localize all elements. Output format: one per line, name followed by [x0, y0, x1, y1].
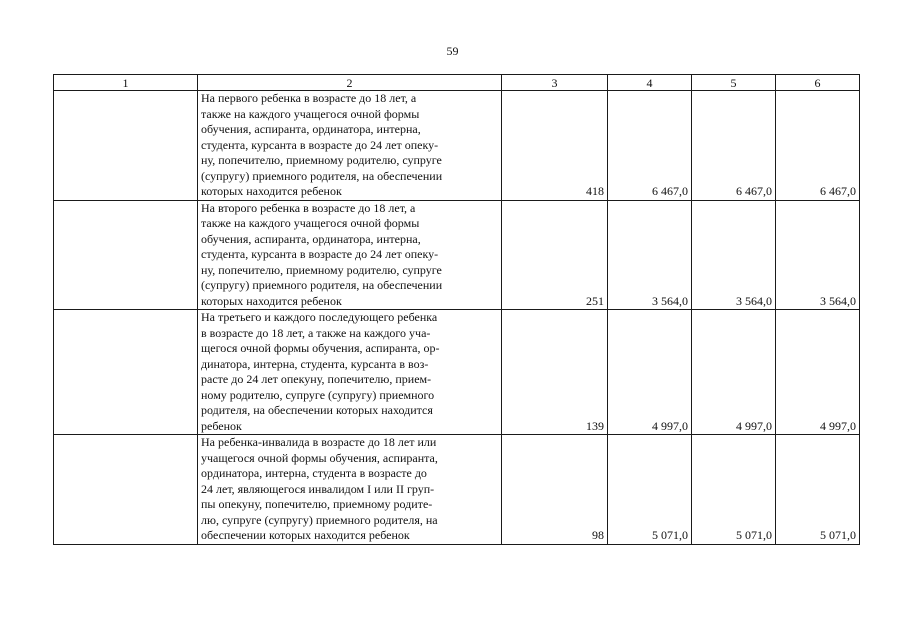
description-line: (супругу) приемного родителя, на обеспечении — [201, 278, 443, 292]
description-line: также на каждого учащегося очной формы — [201, 106, 420, 121]
description-line: На третьего и каждого последующего ребенка — [201, 310, 438, 324]
description-line: На первого ребенка в возрасте до 18 лет, а — [201, 91, 417, 105]
row-value-6: 3 564,0 — [776, 200, 860, 310]
row-col-1 — [54, 91, 198, 201]
header-col-6: 6 — [776, 75, 860, 91]
row-col-1 — [54, 435, 198, 545]
data-table — [53, 74, 860, 545]
row-value-4: 3 564,0 — [608, 200, 692, 310]
row-value-5: 3 564,0 — [692, 200, 776, 310]
row-description — [198, 310, 502, 435]
header-col-3: 3 — [502, 75, 608, 91]
row-count: 139 — [502, 310, 608, 435]
description-line: обучения, аспиранта, ординатора, интерна, — [201, 122, 421, 136]
description-line: расте до 24 лет опекуну, попечителю, прием- — [201, 372, 432, 386]
row-value-6: 6 467,0 — [776, 91, 860, 201]
description-line: щегося очной формы обучения, аспиранта, ор- — [201, 341, 440, 355]
description-line: ординатора, интерна, студента в возрасте до — [201, 466, 427, 480]
header-col-5: 5 — [692, 75, 776, 91]
description-line: ну, попечителю, приемному родителю, супруге — [201, 153, 442, 167]
description-line: динатора, интерна, студента, курсанта в воз- — [201, 356, 429, 371]
row-count: 418 — [502, 91, 608, 201]
description-line: На ребенка-инвалида в возрасте до 18 лет или — [201, 435, 437, 449]
row-value-5: 5 071,0 — [692, 435, 776, 545]
description-line: ну, попечителю, приемному родителю, супруге — [201, 262, 442, 277]
header-col-2: 2 — [198, 75, 502, 91]
description-line: обучения, аспиранта, ординатора, интерна, — [201, 231, 421, 246]
description-line: родителя, на обеспечении которых находится — [201, 403, 433, 417]
description-line: ребенок — [201, 418, 242, 433]
header-col-4: 4 — [608, 75, 692, 91]
row-value-5: 4 997,0 — [692, 310, 776, 435]
table-row — [54, 310, 860, 435]
description-line: которых находится ребенок — [201, 184, 342, 198]
description-line: обеспечении которых находится ребенок — [201, 528, 410, 542]
description-line: пы опекуну, попечителю, приемному родите- — [201, 497, 433, 511]
description-line: лю, супруге (супругу) приемного родителя, на — [201, 512, 438, 527]
row-col-1 — [54, 310, 198, 435]
row-value-6: 4 997,0 — [776, 310, 860, 435]
header-row — [54, 75, 860, 91]
row-description — [198, 435, 502, 545]
row-description — [198, 200, 502, 310]
row-value-4: 4 997,0 — [608, 310, 692, 435]
description-line: в возрасте до 18 лет, а также на каждого уча- — [201, 325, 431, 340]
row-col-1 — [54, 200, 198, 310]
table-row — [54, 435, 860, 545]
row-description — [198, 91, 502, 201]
table-header — [54, 75, 860, 91]
description-line: также на каждого учащегося очной формы — [201, 216, 420, 230]
row-value-5: 6 467,0 — [692, 91, 776, 201]
table-row — [54, 91, 860, 201]
description-line: студента, курсанта в возрасте до 24 лет опеку- — [201, 247, 439, 261]
header-col-1: 1 — [54, 75, 198, 91]
table-row — [54, 200, 860, 310]
description-line: учащегося очной формы обучения, аспиранта, — [201, 450, 438, 465]
row-count: 251 — [502, 200, 608, 310]
table-body — [54, 91, 860, 545]
description-line: На второго ребенка в возрасте до 18 лет, а — [201, 200, 416, 215]
row-count: 98 — [502, 435, 608, 545]
description-line: 24 лет, являющегося инвалидом I или II груп- — [201, 481, 435, 496]
row-value-4: 5 071,0 — [608, 435, 692, 545]
description-line: которых находится ребенок — [201, 293, 342, 308]
row-value-6: 5 071,0 — [776, 435, 860, 545]
row-value-4: 6 467,0 — [608, 91, 692, 201]
page-number: 59 — [446, 44, 459, 58]
description-line: ному родителю, супруге (супругу) приемного — [201, 387, 435, 402]
description-line: (супругу) приемного родителя, на обеспечении — [201, 168, 443, 183]
description-line: студента, курсанта в возрасте до 24 лет опеку- — [201, 137, 439, 152]
